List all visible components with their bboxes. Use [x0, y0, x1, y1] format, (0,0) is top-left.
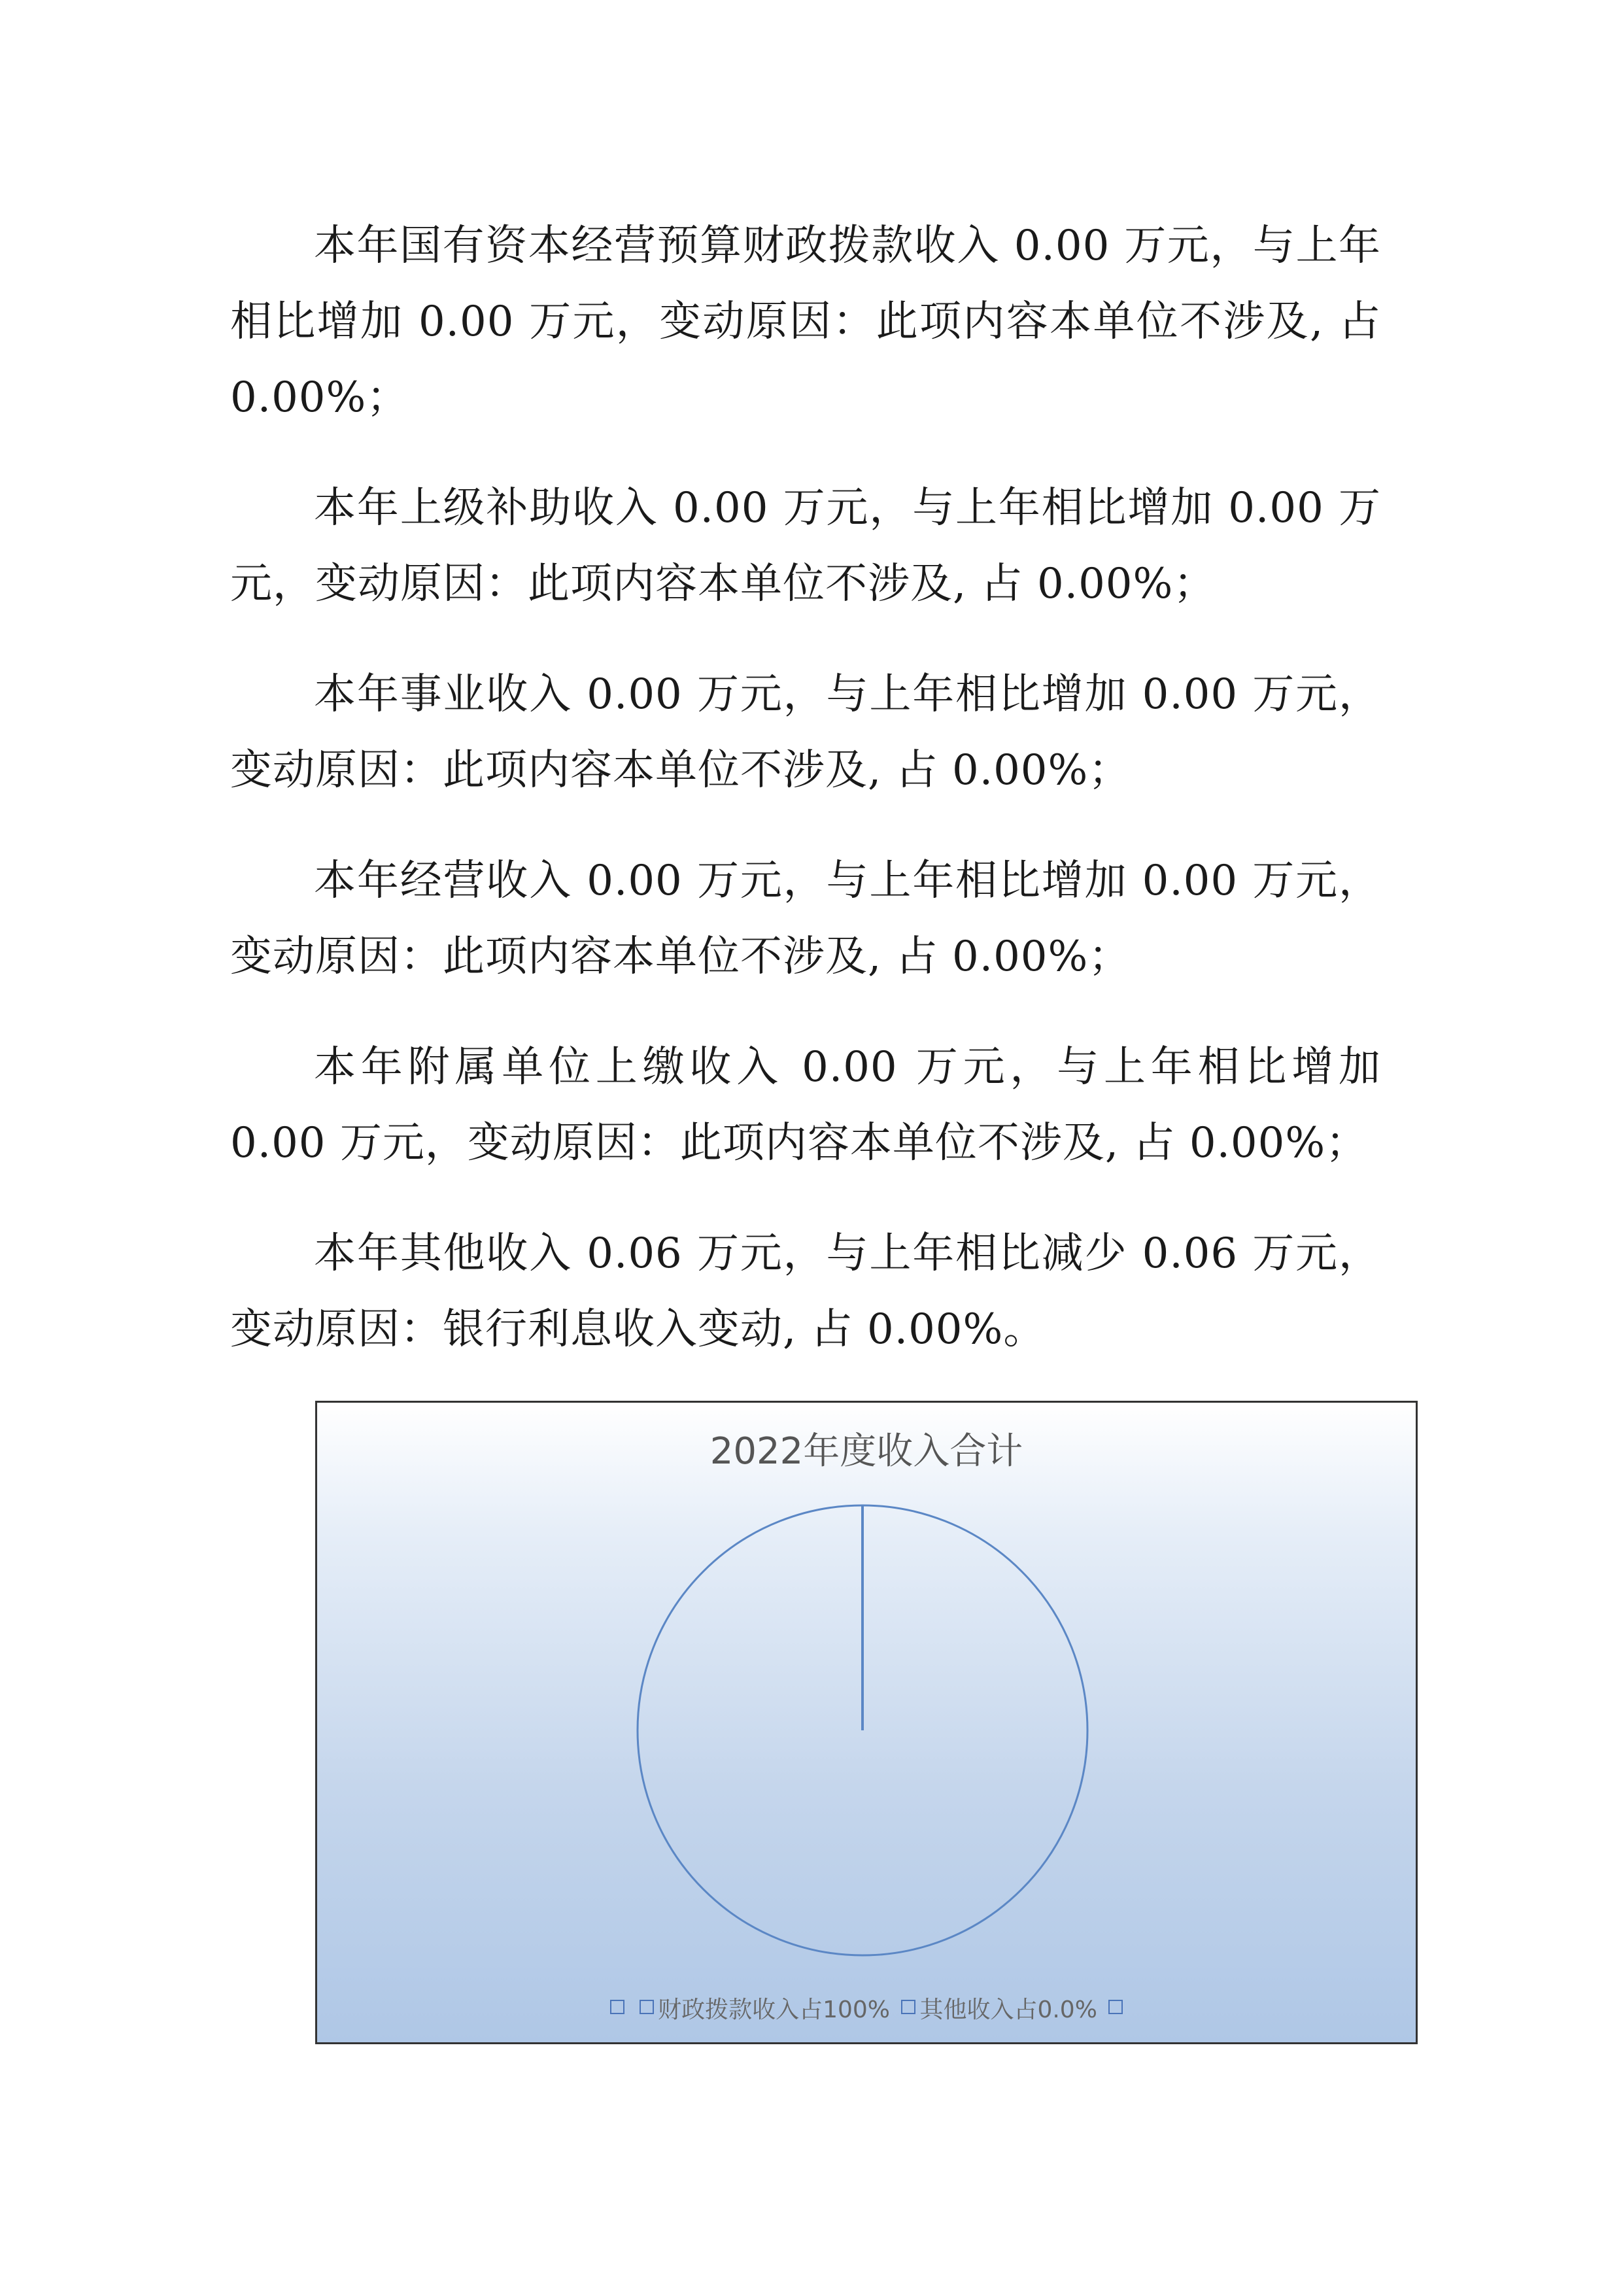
legend-marker-other	[901, 2000, 915, 2014]
legend-marker-fiscal	[640, 2000, 654, 2014]
pie-chart-canvas	[317, 1403, 1416, 2042]
legend-leading-marker	[610, 2000, 624, 2014]
paragraph-business-income: 本年事业收入 0.00 万元，与上年相比增加 0.00 万元，变动原因：此项内容本单位不涉及, 占 0.00%；	[230, 670, 1381, 795]
legend-label-fiscal: 财政拨款收入占100%	[658, 1996, 890, 2023]
paragraph-other-income: 本年其他收入 0.06 万元，与上年相比减少 0.06 万元，变动原因：银行利息收入变动, 占 0.00%。	[230, 1229, 1381, 1354]
chart-title: 2022年度收入合计	[709, 1430, 1023, 1473]
chart-legend	[317, 1991, 1416, 2025]
paragraph-affiliated-unit-income: 本年附属单位上缴收入 0.00 万元，与上年相比增加 0.00 万元，变动原因：此项内容本单位不涉及, 占 0.00%；	[230, 1043, 1381, 1167]
legend-label-other: 其他收入占0.0%	[919, 1996, 1097, 2023]
paragraph-state-capital-income: 本年国有资本经营预算财政拨款收入 0.00 万元，与上年相比增加 0.00 万元，变动原因：此项内容本单位不涉及, 占 0.00%；	[230, 222, 1381, 422]
income-pie-chart	[315, 1401, 1418, 2044]
paragraph-superior-subsidy-income: 本年上级补助收入 0.00 万元，与上年相比增加 0.00 万元，变动原因：此项内容本单位不涉及, 占 0.00%；	[230, 484, 1381, 608]
legend-trailing-marker	[1108, 2000, 1123, 2014]
document-body	[230, 208, 1381, 1402]
paragraph-operating-income: 本年经营收入 0.00 万元，与上年相比增加 0.00 万元，变动原因：此项内容本单位不涉及, 占 0.00%；	[230, 857, 1381, 981]
